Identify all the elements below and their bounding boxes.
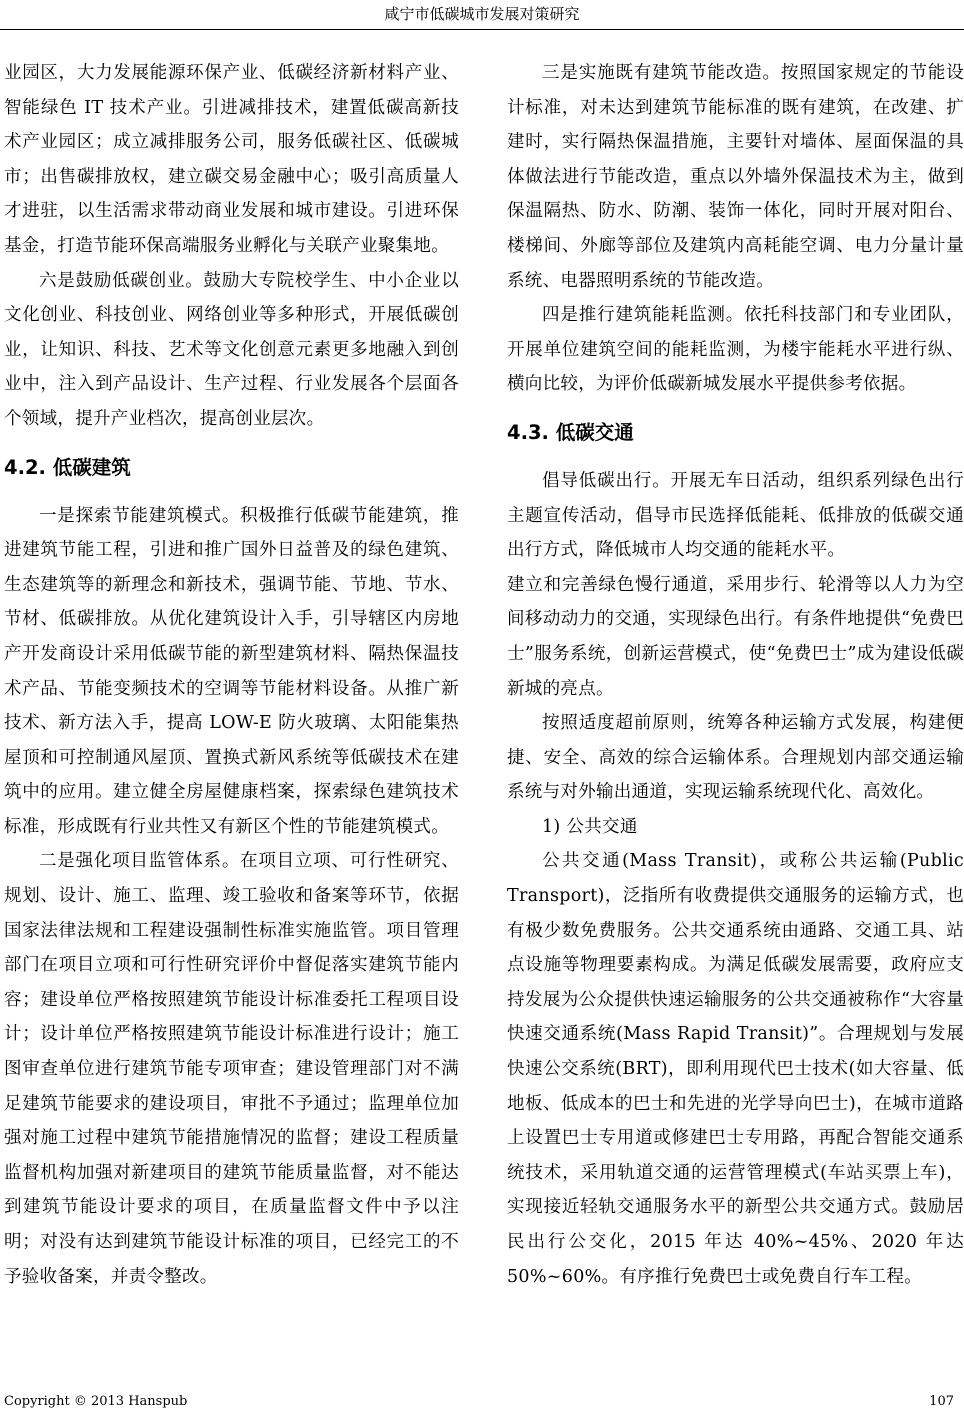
paragraph-low-carbon-travel: 倡导低碳出行。开展无车日活动，组织系列绿色出行主题宣传活动，倡导市民选择低能耗、低排放的低碳交通出行方式，降低城市人均交通的能耗水平。 (507, 470, 964, 561)
section-heading-4-2: 4.2. 低碳建筑 (4, 455, 131, 479)
paragraph-public-transit: 公共交通(Mass Transit)，或称公共运输(Public Transport)，泛指所有收费提供交通服务的运输方式，也有极少数免费服务。公共交通系统由通路、交通工具、站点设施等物理要素构成。为满足低碳发展需要，政府应支持发展为公众提供快速运输服务的公共交通被称作“大容量快速交通系统(Mass Rapid Transit)”。合理规划与发展快速公交系统(BRT)，即利用现代巴士技术(如大容量、低地板、低成本的巴士和先进的光学导向巴士)，在城市道路上设置巴士专用道或修建巴士专用路，再配合智能交通系统技术，采用轨道交通的运营管理模式(车站买票上车)，实现接近轻轨交通服务水平的新型公共交通方式。鼓励居民出行公交化，2015 年达 40%~45%、2020 年达 50%~60%。有序推行免费巴士或免费自行车工程。 (507, 851, 964, 1287)
page-number: 107 (929, 1394, 954, 1409)
paragraph-low-carbon-startup: 六是鼓励低碳创业。鼓励大专院校学生、中小企业以文化创业、科技创业、网络创业等多种形式，开展低碳创业，让知识、科技、艺术等文化创意元素更多地融入到创业中，注入到产品设计、生产过程、行业发展各个层面各个领域，提升产业档次，提高创业层次。 (4, 270, 459, 429)
section-heading-4-3: 4.3. 低碳交通 (507, 420, 634, 444)
running-title: 咸宁市低碳城市发展对策研究 (384, 5, 580, 23)
right-column (507, 56, 964, 1294)
paragraph-green-slow-lanes: 建立和完善绿色慢行通道，采用步行、轮滑等以人力为空间移动动力的交通，实现绿色出行。有条件地提供“免费巴士”服务系统，创新运营模式，使“免费巴士”成为建设低碳新城的亮点。 (507, 574, 964, 699)
list-item-public-transit: 1) 公共交通 (542, 816, 638, 837)
left-column (4, 56, 459, 1294)
header-rule (0, 29, 964, 30)
copyright-notice: Copyright © 2013 Hanspub (4, 1394, 188, 1409)
paragraph-energy-monitoring: 四是推行建筑能耗监测。依托科技部门和专业团队，开展单位建筑空间的能耗监测，为楼宇能耗水平进行纵、横向比较，为评价低碳新城发展水平提供参考依据。 (507, 305, 964, 395)
paragraph-existing-building-retrofit: 三是实施既有建筑节能改造。按照国家规定的节能设计标准，对未达到建筑节能标准的既有建筑，在改建、扩建时，实行隔热保温措施，主要针对墙体、屋面保温的具体做法进行节能改造，重点以外墙外保温技术为主，做到保温隔热、防水、防潮、装饰一体化，同时开展对阳台、楼梯间、外廊等部位及建筑内高耗能空调、电力分量计量系统、电器照明系统的节能改造。 (507, 63, 964, 291)
paragraph-energy-saving-building-mode: 一是探索节能建筑模式。积极推行低碳节能建筑，推进建筑节能工程，引进和推广国外日益普及的绿色建筑、生态建筑等的新理念和新技术，强调节能、节地、节水、节材、低碳排放。从优化建筑设计入手，引导辖区内房地产开发商设计采用低碳节能的新型建筑材料、隔热保温技术产品、节能变频技术的空调等节能材料设备。从推广新技术、新方法入手，提高 LOW-E 防火玻璃、太阳能集热屋顶和可控制通风屋顶、置换式新风系统等低碳技术在建筑中的应用。建立健全房屋健康档案，探索绿色建筑技术标准，形成既有行业共性又有新区个性的节能建筑模式。 (4, 505, 459, 837)
paragraph-project-supervision: 二是强化项目监管体系。在项目立项、可行性研究、规划、设计、施工、监理、竣工验收和备案等环节，依据国家法律法规和工程建设强制性标准实施监管。项目管理部门在项目立项和可行性研究评价中督促落实建筑节能内容；建设单位严格按照建筑节能设计标准委托工程项目设计；设计单位严格按照建筑节能设计标准进行设计；施工图审查单位进行建筑节能专项审查；建设管理部门对不满足建筑节能要求的建设项目，审批不予通过；监理单位加强对施工过程中建筑节能措施情况的监督；建设工程质量监督机构加强对新建项目的建筑节能质量监督，对不能达到建筑节能设计要求的项目，在质量监督文件中予以注明；对没有达到建筑节能设计标准的项目，已经完工的不予验收备案，并责令整改。 (4, 851, 459, 1287)
paragraph-continued: 业园区，大力发展能源环保产业、低碳经济新材料产业、智能绿色 IT 技术产业。引进减排技术，建置低碳高新技术产业园区；成立减排服务公司，服务低碳社区、低碳城市；出售碳排放权，建立碳交易金融中心；吸引高质量人才进驻，以生活需求带动商业发展和城市建设。引进环保基金，打造节能环保高端服务业孵化与关联产业聚集地。 (4, 63, 459, 256)
paragraph-integrated-transport: 按照适度超前原则，统筹各种运输方式发展，构建便捷、安全、高效的综合运输体系。合理规划内部交通运输系统与对外输出通道，实现运输系统现代化、高效化。 (507, 713, 964, 803)
